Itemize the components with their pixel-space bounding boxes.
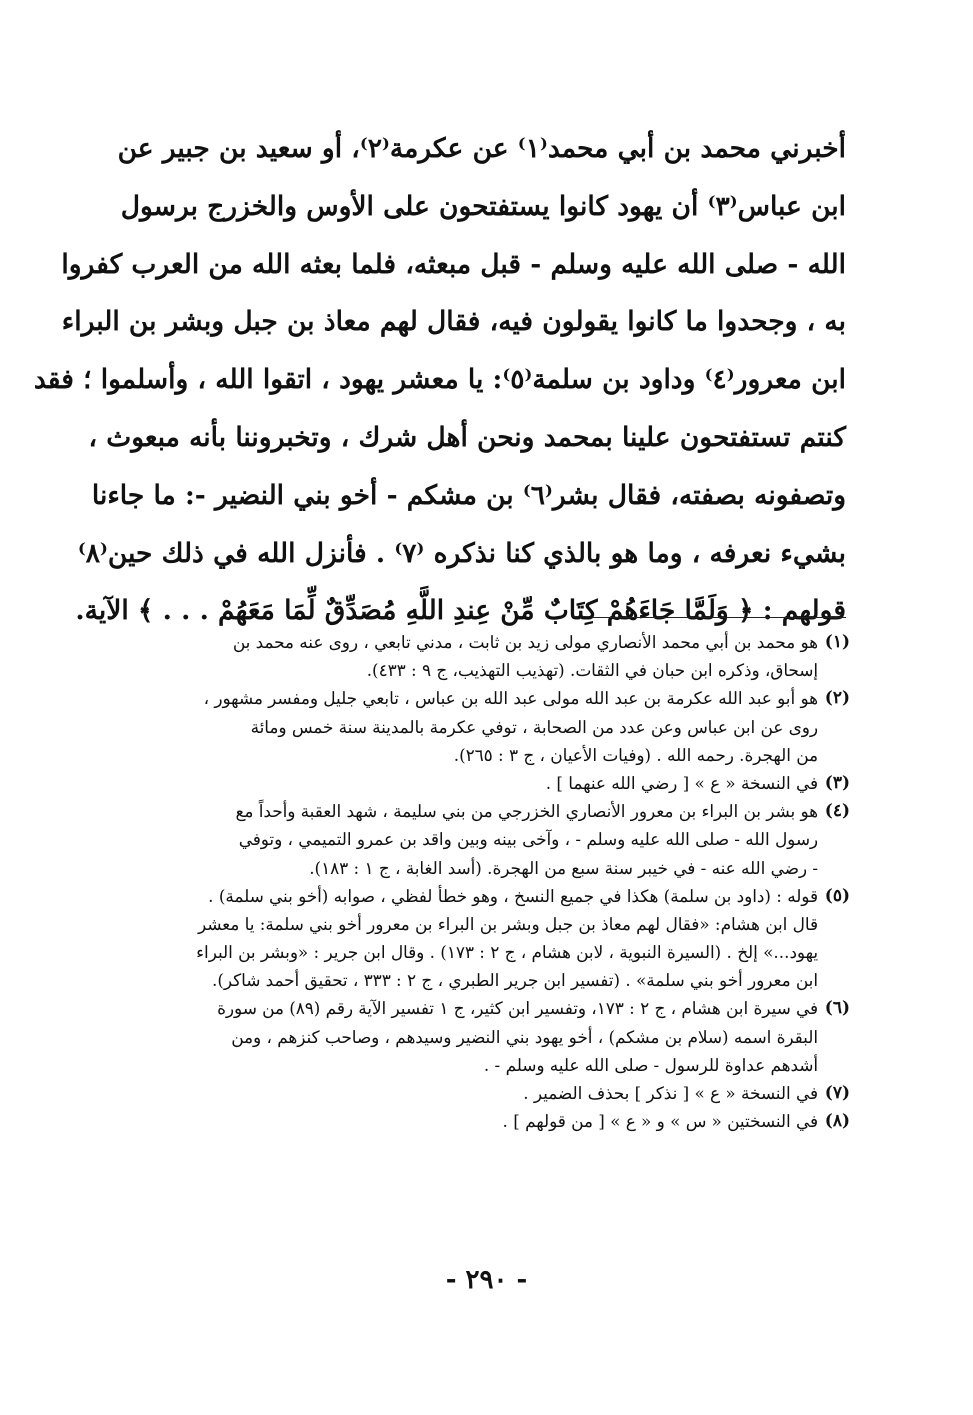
main-text-line: ابن معرور⁽٤⁾ وداود بن سلمة⁽٥⁾: يا معشر يهود ، اتقوا الله ، وأسلموا ؛ فقد [33, 364, 846, 396]
main-text-line: أخبرني محمد بن أبي محمد⁽١⁾ عن عكرمة⁽٢⁾، أو سعيد بن جبير عن [117, 133, 846, 164]
footnote-line: من الهجرة. رحمه الله . (وفيات الأعيان ، ج ٣ : ٢٦٥). [453, 744, 818, 765]
footnote-line: رسول الله - صلى الله عليه وسلم - ، وآخى بينه وبين واقد بن عمرو التميمي ، وتوفي [238, 829, 818, 850]
footnote-line: روى عن ابن عباس وعن عدد من الصحابة ، توفي عكرمة بالمدينة سنة خمس ومائة [250, 716, 818, 737]
footnote-number: (٢) [824, 688, 850, 709]
footnote [110, 1107, 850, 1135]
main-text-line: قولهم : ﴿ وَلَمَّا جَاءَهُمْ كِتَابٌ مِّنْ عِندِ اللَّهِ مُصَدِّقٌ لِّمَا مَعَهُمْ . . . ﴾ الآية. [75, 595, 846, 627]
main-text-line: الله - صلى الله عليه وسلم - قبل مبعثه، فلما بعثه الله من العرب كفروا [61, 248, 846, 280]
main-text-line: كنتم تستفتحون علينا بمحمد ونحن أهل شرك ، وتخبروننا بأنه مبعوث ، [88, 421, 846, 453]
footnote [110, 797, 850, 882]
main-text [33, 120, 846, 640]
footnote [110, 994, 850, 1079]
footnote-line: هو محمد بن أبي محمد الأنصاري مولى زيد بن ثابت ، مدني تابعي ، روى عنه محمد بن [232, 632, 818, 652]
footnote-line: يهود...» إلخ . (السيرة النبوية ، لابن هشام ، ج ٢ : ١٧٣) . وقال ابن جرير : «وبشر بن البراء [196, 942, 818, 963]
footnote-separator [591, 617, 846, 618]
footnote-number: (٤) [824, 801, 850, 822]
footnote-number: (٥) [824, 885, 850, 906]
footnote-line: في سيرة ابن هشام ، ج ٢ : ١٧٣، وتفسير ابن كثير، ج ١ تفسير الآية رقم (٨٩) من سورة [217, 998, 818, 1019]
footnote-number: (٧) [824, 1083, 850, 1103]
main-text-line: ابن عباس⁽٣⁾ أن يهود كانوا يستفتحون على الأوس والخزرج برسول [120, 190, 846, 222]
main-text-line: به ، وجحدوا ما كانوا يقولون فيه، فقال لهم معاذ بن جبل وبشر بن البراء [61, 306, 846, 338]
main-text-line: بشيء نعرفه ، وما هو بالذي كنا نذكره ⁽٧⁾ . فأنزل الله في ذلك حين⁽٨⁾ [77, 537, 846, 569]
footnote-number: (١) [824, 632, 850, 652]
footnote [110, 684, 850, 769]
footnote-line: قال ابن هشام: «فقال لهم معاذ بن جبل وبشر بن البراء بن معرور أخو بني سلمة: يا معشر [197, 913, 818, 934]
footnote-number: (٨) [824, 1111, 850, 1132]
footnote-line: هو بشر بن البراء بن معرور الأنصاري الخزرجي من بني سليمة ، شهد العقبة وأحداً مع [235, 801, 818, 822]
main-text-line: وتصفونه بصفته، فقال بشر⁽٦⁾ بن مشكم - أخو بني النضير -: ما جاءنا [91, 479, 846, 511]
footnote-line: قوله : (داود بن سلمة) هكذا في جميع النسخ ، وهو خطأ لفظي ، صوابه (أخو بني سلمة) . [208, 885, 818, 906]
footnotes [110, 628, 850, 1135]
page-number: - ٢٩٠ - [445, 1265, 528, 1295]
footnote-number: (٦) [824, 998, 850, 1019]
footnote-line: في النسختين « س » و « ع » [ من قولهم ] . [502, 1111, 818, 1132]
footnote-number: (٣) [824, 772, 850, 793]
footnote-line: إسحاق، وذكره ابن حبان في الثقات. (تهذيب التهذيب، ج ٩ : ٤٣٣). [366, 660, 818, 681]
footnote [110, 628, 850, 684]
footnote-line: في النسخة « ع » [ رضي الله عنهما ] . [545, 772, 818, 793]
footnote [110, 882, 850, 995]
footnote-line: هو أبو عبد الله عكرمة بن عبد الله مولى عبد الله بن عباس ، تابعي جليل ومفسر مشهور ، [203, 688, 818, 709]
footnote-line: البقرة اسمه (سلام بن مشكم) ، أخو يهود بني النضير وسيدهم ، وصاحب كنزهم ، ومن [231, 1026, 818, 1047]
footnote-line: ابن معرور أخو بني سلمة» . (تفسير ابن جرير الطبري ، ج ٢ : ٣٣٣ ، تحقيق أحمد شاكر). [212, 970, 818, 991]
footnote [110, 1079, 850, 1107]
footnote-line: - رضي الله عنه - في خيبر سنة سبع من الهجرة. (أسد الغابة ، ج ١ : ١٨٣). [309, 857, 818, 878]
footnote [110, 769, 850, 797]
footnote-line: في النسخة « ع » [ نذكر ] بحذف الضمير . [523, 1083, 818, 1103]
footnote-line: أشدهم عداوة للرسول - صلى الله عليه وسلم - . [483, 1054, 818, 1075]
